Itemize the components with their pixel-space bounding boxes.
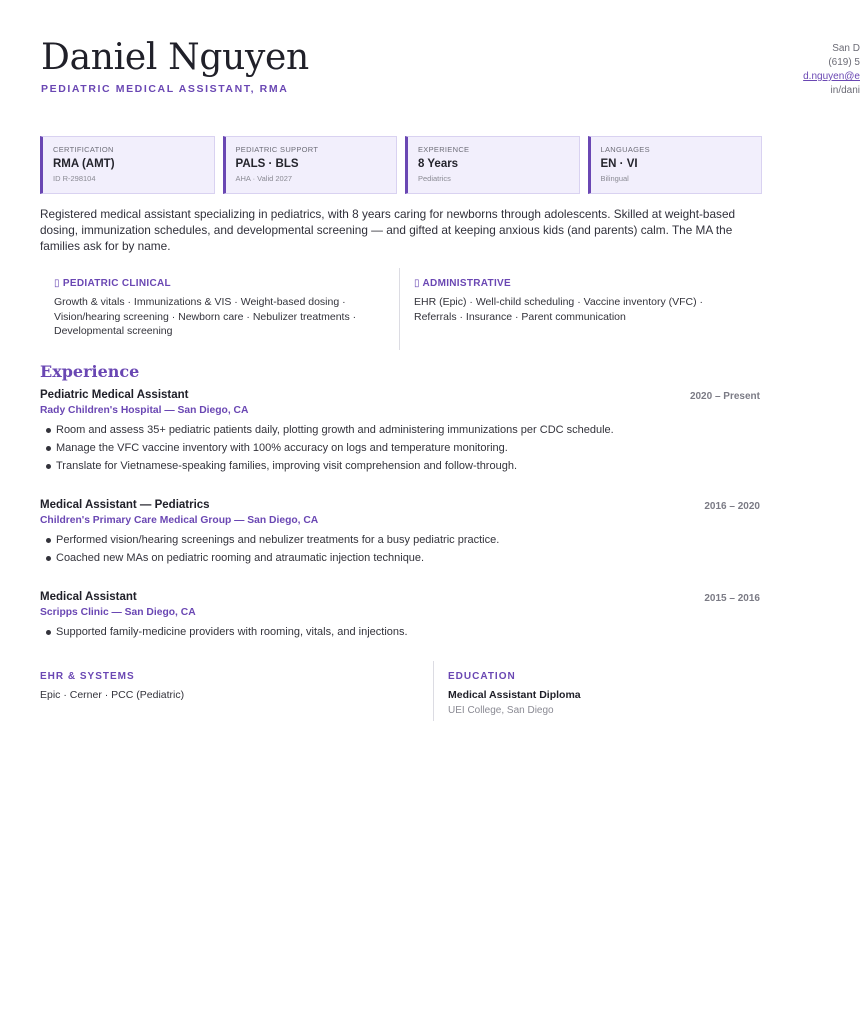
card-label: PEDIATRIC SUPPORT [235,145,319,154]
skills-clinical-heading [54,278,171,289]
card-sub: Bilingual [600,174,629,183]
skills-panel [40,268,762,350]
card-sub: ID R-298104 [53,174,96,183]
card-label: LANGUAGES [600,145,650,154]
job-dates: 2015 – 2016 [704,593,760,604]
professional-summary: Registered medical assistant specializing in pediatrics, with 8 years caring for newborns through adolescents. Skilled at weight-based dosing, immunization schedules, and developmental screening — and gifted at keeping anxious kids (and parents) calm. The MA the families ask for by name. [40,207,736,253]
job-bullet: Performed vision/hearing screenings and nebulizer treatments for a busy pediatric practice. [40,531,762,549]
ehr-section [40,661,434,721]
contact-linkedin[interactable]: in/dani [830,85,860,96]
job-bullet: Manage the VFC vaccine inventory with 100% accuracy on logs and temperature monitoring. [40,439,762,457]
skills-admin-heading-label: ADMINISTRATIVE [422,278,511,289]
card-value: EN · VI [600,158,638,170]
contact-location: San D [832,43,860,54]
experience-heading: Experience [40,362,140,381]
job-org: Scripps Clinic — San Diego, CA [40,607,196,618]
education-heading: EDUCATION [448,671,516,682]
contact-phone: (619) 5 [828,57,860,68]
job-bullet: Room and assess 35+ pediatric patients daily, plotting growth and administering immunizations per CDC schedule. [40,421,762,439]
job-bullet: Coached new MAs on pediatric rooming and atraumatic injection technique. [40,549,762,567]
job-bullet: Supported family-medicine providers with rooming, vitals, and injections. [40,623,762,641]
skills-admin [400,268,762,350]
skills-clinical-heading-label: PEDIATRIC CLINICAL [62,278,171,289]
card-sub: Pediatrics [418,174,451,183]
job-org: Children's Primary Care Medical Group — San Diego, CA [40,515,319,526]
job-entry [40,389,762,475]
education-school: UEI College, San Diego [448,705,554,716]
job-title: Pediatric Medical Assistant [40,389,189,401]
skills-clinical-text: Growth & vitals · Immunizations & VIS · Weight-based dosing · Vision/hearing screening · Newborn care · Nebulizer treatments · Developmental screening [54,296,357,338]
card-value: RMA (AMT) [53,158,115,170]
card-certification [40,136,215,194]
education-degree: Medical Assistant Diploma [448,689,581,701]
contact-email-link[interactable]: d.nguyen@e [803,71,860,82]
job-title: Medical Assistant — Pediatrics [40,499,210,511]
contact-block [700,42,860,98]
job-dates: 2016 – 2020 [704,501,760,512]
education-section [448,661,762,721]
job-bullets [40,421,762,475]
card-sub: AHA · Valid 2027 [235,174,293,183]
skills-admin-heading [414,278,511,289]
card-label: CERTIFICATION [53,145,114,154]
card-value: PALS · BLS [235,158,299,170]
job-org: Rady Children's Hospital — San Diego, CA [40,405,249,416]
card-label: EXPERIENCE [418,145,470,154]
job-bullets [40,531,762,567]
bottom-sections [40,661,762,721]
job-title: PEDIATRIC MEDICAL ASSISTANT, RMA [41,83,289,95]
card-languages [588,136,763,194]
admin-icon: ▯ [414,278,420,289]
job-title: Medical Assistant [40,591,137,603]
highlight-cards [40,136,762,194]
ehr-list: Epic · Cerner · PCC (Pediatric) [40,689,185,701]
job-entry [40,591,762,641]
job-entry [40,499,762,567]
job-bullet: Translate for Vietnamese-speaking families, improving visit comprehension and follow-through. [40,457,762,475]
card-value: 8 Years [418,158,459,170]
skills-clinical [40,268,400,350]
card-pediatric-support [223,136,398,194]
skills-admin-text: EHR (Epic) · Well-child scheduling · Vaccine inventory (VFC) · Referrals · Insurance · Parent communication [414,296,704,323]
clinical-icon: ▯ [54,278,60,289]
card-experience [405,136,580,194]
candidate-name: Daniel Nguyen [41,37,309,78]
ehr-heading: EHR & SYSTEMS [40,671,135,682]
job-dates: 2020 – Present [689,391,760,402]
job-bullets [40,623,762,641]
